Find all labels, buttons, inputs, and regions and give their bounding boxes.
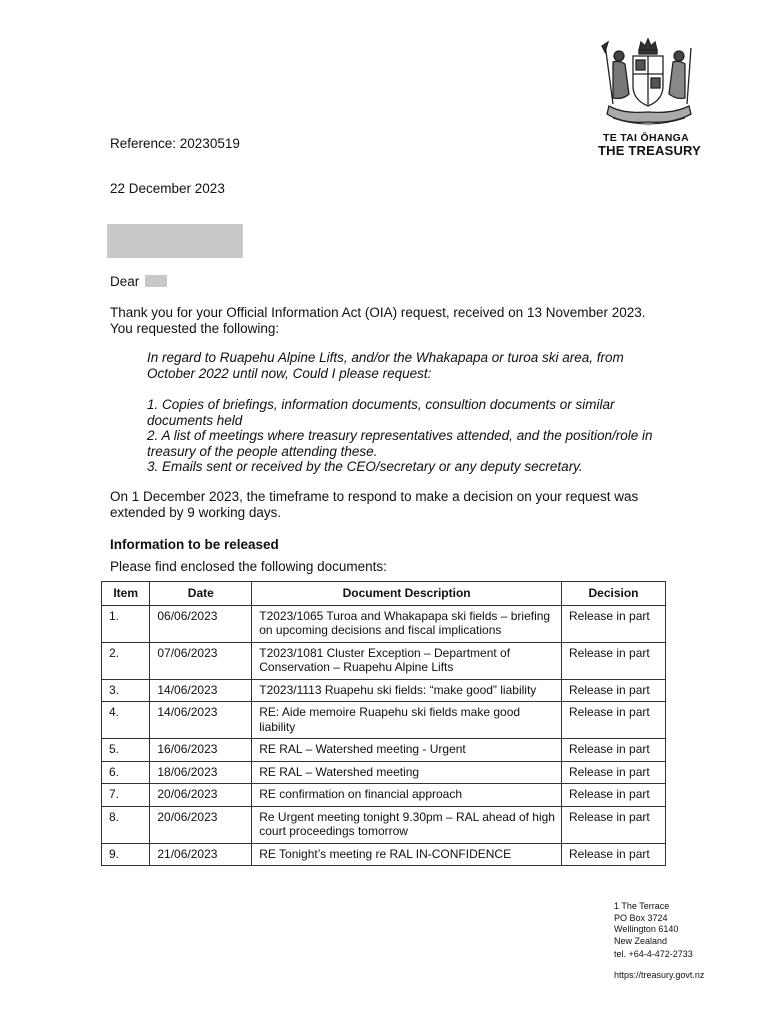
request-item-2: 2. A list of meetings where treasury representatives attended, and the position/role in treasury of the people attending these.: [147, 428, 653, 459]
cell-date: 20/06/2023: [150, 806, 252, 843]
cell-decision: Release in part: [562, 784, 666, 807]
address-line: Wellington 6140: [614, 924, 679, 934]
cell-item: 3.: [102, 679, 150, 702]
address-line: PO Box 3724: [614, 912, 668, 923]
section-intro: Please find enclosed the following documents:: [110, 559, 387, 574]
cell-item: 5.: [102, 739, 150, 762]
cell-date: 07/06/2023: [150, 642, 252, 679]
salutation-text: Dear: [110, 274, 140, 289]
cell-date: 06/06/2023: [150, 605, 252, 642]
cell-description: T2023/1113 Ruapehu ski fields: “make good” liability: [252, 679, 562, 702]
cell-item: 2.: [102, 642, 150, 679]
intro-paragraph: Thank you for your Official Information Act (OIA) request, received on 13 November 2023. You requested the following:: [110, 305, 646, 336]
cell-decision: Release in part: [562, 806, 666, 843]
cell-item: 1.: [102, 605, 150, 642]
request-item-3: 3. Emails sent or received by the CEO/secretary or any deputy secretary.: [147, 459, 583, 474]
footer-address: [614, 901, 678, 947]
table-row: [102, 702, 666, 739]
brand-name: THE TREASURY: [598, 143, 702, 158]
cell-decision: Release in part: [562, 679, 666, 702]
request-quote: In regard to Ruapehu Alpine Lifts, and/or the Whakapapa or turoa ski area, from October 2022 until now, Could I please request:: [147, 350, 624, 381]
table-row: [102, 679, 666, 702]
cell-item: 8.: [102, 806, 150, 843]
footer-phone: tel. +64-4-472-2733: [614, 949, 693, 959]
cell-decision: Release in part: [562, 642, 666, 679]
cell-item: 4.: [102, 702, 150, 739]
cell-decision: Release in part: [562, 843, 666, 866]
table-row: [102, 784, 666, 807]
address-line: New Zealand: [614, 935, 668, 946]
table-row: [102, 605, 666, 642]
col-header-item: Item: [102, 582, 150, 606]
cell-item: 7.: [102, 784, 150, 807]
cell-decision: Release in part: [562, 605, 666, 642]
cell-decision: Release in part: [562, 702, 666, 739]
col-header-date: Date: [150, 582, 252, 606]
table-row: [102, 843, 666, 866]
table-row: [102, 761, 666, 784]
redacted-name: [145, 275, 167, 287]
salutation: [110, 274, 167, 290]
address-line: 1 The Terrace: [614, 901, 670, 911]
cell-decision: Release in part: [562, 761, 666, 784]
table-row: [102, 739, 666, 762]
request-item-1: 1. Copies of briefings, information documents, consultion documents or similar documents held: [147, 397, 615, 428]
cell-description: T2023/1065 Turoa and Whakapapa ski fields – briefing on upcoming decisions and fiscal implications: [252, 605, 562, 642]
extension-paragraph: On 1 December 2023, the timeframe to respond to make a decision on your request was extended by 9 working days.: [110, 489, 639, 520]
nz-coat-of-arms-icon: [593, 34, 703, 134]
footer-website[interactable]: https://treasury.govt.nz: [614, 970, 705, 980]
col-header-description: Document Description: [252, 582, 562, 606]
documents-table: [101, 581, 666, 866]
cell-description: T2023/1081 Cluster Exception – Department of Conservation – Ruapehu Alpine Lifts: [252, 642, 562, 679]
cell-description: RE RAL – Watershed meeting - Urgent: [252, 739, 562, 762]
cell-date: 21/06/2023: [150, 843, 252, 866]
cell-description: Re Urgent meeting tonight 9.30pm – RAL ahead of high court proceedings tomorrow: [252, 806, 562, 843]
cell-date: 20/06/2023: [150, 784, 252, 807]
cell-description: RE confirmation on financial approach: [252, 784, 562, 807]
table-header-row: [102, 582, 666, 606]
cell-date: 14/06/2023: [150, 679, 252, 702]
redacted-address: [107, 224, 243, 258]
cell-decision: Release in part: [562, 739, 666, 762]
table-row: [102, 806, 666, 843]
letter-date: 22 December 2023: [110, 181, 225, 196]
reference: Reference: 20230519: [110, 136, 240, 151]
cell-description: RE Tonight’s meeting re RAL IN-CONFIDENCE: [252, 843, 562, 866]
cell-description: RE RAL – Watershed meeting: [252, 761, 562, 784]
cell-item: 6.: [102, 761, 150, 784]
brand-maori-name: TE TAI ŌHANGA: [603, 132, 689, 144]
cell-date: 18/06/2023: [150, 761, 252, 784]
col-header-decision: Decision: [562, 582, 666, 606]
table-row: [102, 642, 666, 679]
cell-date: 16/06/2023: [150, 739, 252, 762]
section-heading: Information to be released: [110, 537, 279, 552]
cell-description: RE: Aide memoire Ruapehu ski fields make good liability: [252, 702, 562, 739]
cell-item: 9.: [102, 843, 150, 866]
cell-date: 14/06/2023: [150, 702, 252, 739]
